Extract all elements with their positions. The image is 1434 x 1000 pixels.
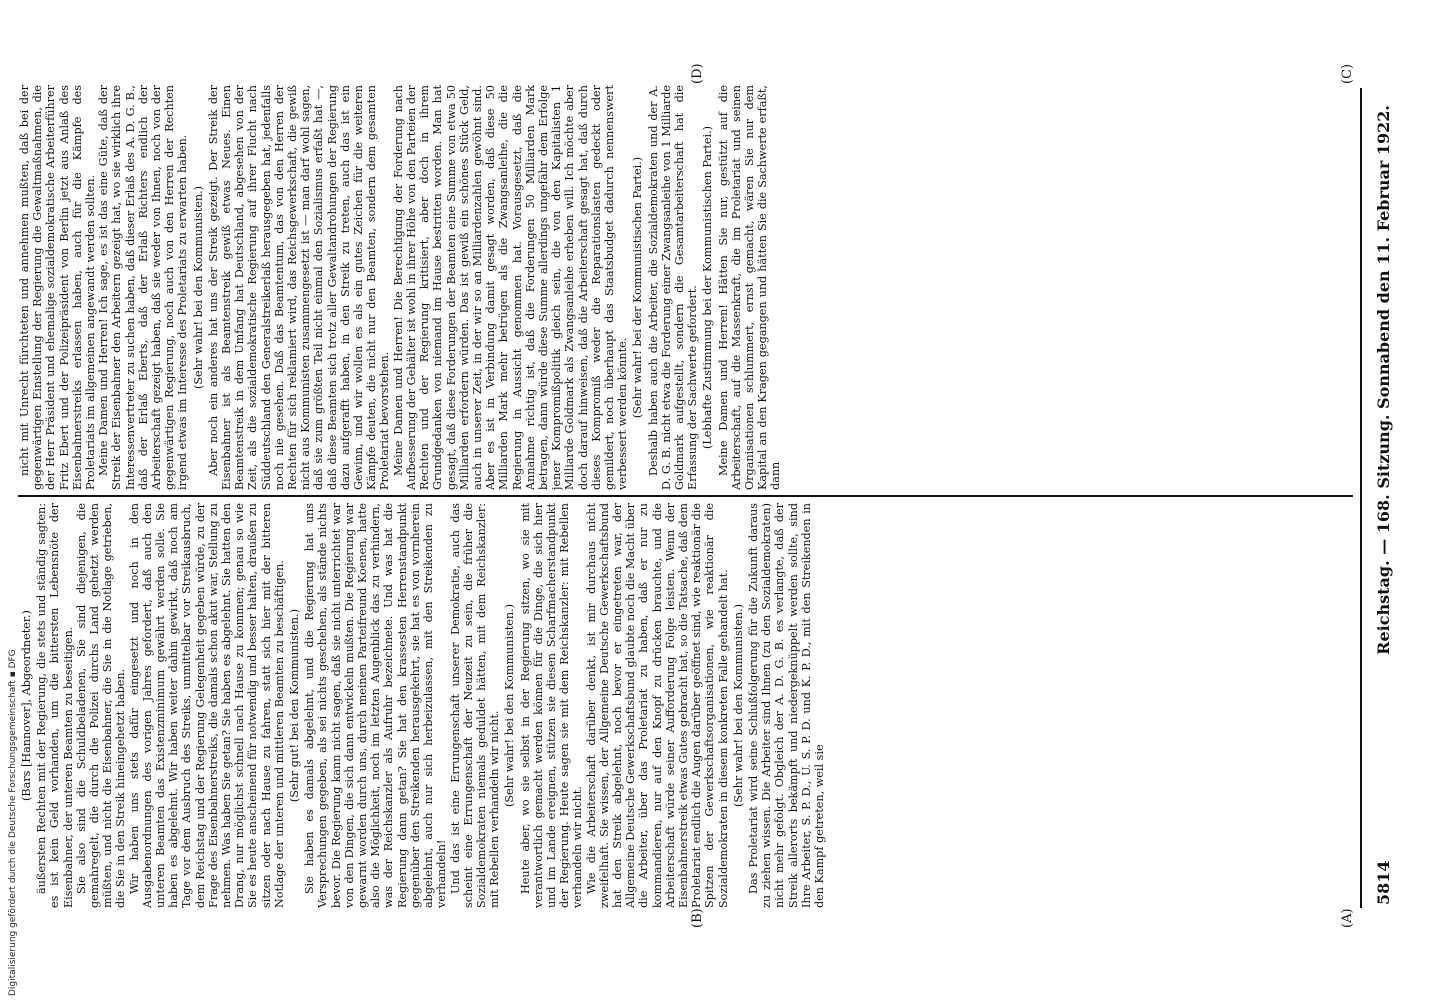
interjection: (Sehr wahr! bei der Kommunistischen Partei.): [631, 156, 645, 419]
margin-marker-c: (C): [1340, 63, 1355, 84]
interjection: (Sehr wahr! bei den Kommunisten.): [731, 603, 745, 808]
margin-marker-d: (D): [690, 63, 705, 84]
paragraph: nicht mit Unrecht fürchteten und annehmen mußten, daß bei der gegenwärtigen Einstellung der Regierung die Gewaltmaßnahmen, die der Herr Präsident und ehemalige sozialdemokratische Arbeiterführer Fritz Ebert und der Polizeipräsident von Berlin jetzt aus Anlaß des Eisenbahnerstreiks erlassen haben, auch für die Kämpfe des Proletariats im allgemeinen angewandt werden sollten.: [18, 85, 98, 490]
paragraph: Wie die Arbeiterschaft darüber denkt, ist mir durchaus nicht zweifelhaft. Sie wissen, der Allgemeine Deutsche Gewerkschaftsbund hat den Streik abgelehnt, noch bevor er eingetreten war, der Allgemeine Deutsche Gewerkschaftsbund glaubte noch die Macht über die Arbeiter, über das Proletariat zu haben, daß er nur zu kommandieren, nur auf den Knopf zu drücken brauchte, und die Arbeiterschaft würde seiner Aufforderung Folge leisten. Wenn der Eisenbahnerstreik etwas Gutes gebracht hat, so die Tatsache, daß dem Proletariat endlich die Augen darüber geöffnet sind, wie reaktionär die Spitzen der Gewerkschaftsorganisationen, wie reaktionär die Sozialdemokraten in diesem konkreten Falle gehandelt hat.: [584, 503, 730, 908]
paragraph: äußersten Rechten mit der Regierung, die stets und ständig sagten: es ist kein Geld vorhanden, um die bittersten Lebensnöte der Eisenbahner, der unteren Beamten zu beseitigen.: [35, 503, 75, 908]
header-rule: [1360, 88, 1362, 908]
running-header: [1370, 105, 1396, 905]
page-number: 5814: [1373, 860, 1393, 905]
paragraph: Sie also sind die Schuldbeladenen, Sie sind diejenigen, die gemahregelt, die durch die Polizei durchs Land gehetzt werden müßten, und nicht die Eisenbahner, die Sie in die Notlage getrieben, die Sie in den Streik hineingehetzt haben.: [74, 503, 128, 908]
paragraph: Aber noch ein anderes hat uns der Streik gezeigt. Der Streik der Eisenbahner ist als Beamtenstreik gewiß etwas Neues. Einen Beamtenstreik in dem Umfang hat Deutschland, abgesehen von der Zeit, als die sozialdemokratische Regierung auf ihrer Flucht nach Süddeutschland den Generalstreikerlaß herausgegeben hat, jedenfalls noch nie gesehen. Daß das Beamtentum, das von den Herren der Rechten für sich reklamiert wird, das Reichsgewerkschaft, die gewiß nicht aus Kommunisten zusammengesetzt ist — man darf wohl sagen, daß sie zum größten Teil nicht einmal den Sozialismus erfaßt hat —, daß diese Beamten sich trotz aller Gewaltandrohungen der Regierung dazu aufgerafft haben, in den Streik zu treten, auch das ist ein Gewinn, und wir wollen es als ein gutes Zeichen für die weiteren Kämpfe deuten, die nicht nur den Beamten, sondern dem gesamten Proletariat bevorstehen.: [206, 85, 392, 490]
paragraph: Deshalb haben auch die Arbeiter, die Sozialdemokraten und der A. D. G. B. nicht etwa die Forderung einer Zwangsanleihe von 1 Milliarde Goldmark aufgestellt, sondern die Gesamtarbeiterschaft hat die Erfassung der Sachwerte gefordert.: [646, 85, 700, 490]
interjection: (Sehr gut! bei den Kommunisten.): [288, 608, 302, 803]
header-title: Reichstag. — 168. Sitzung. Sonnabend den 11. Februar 1922.: [1373, 105, 1393, 655]
paragraph: Heute aber, wo sie selbst in der Regierung sitzen, wo sie mit verantwortlich gemacht werden können für die Dinge, die sich hier und im Lande ereignen, stützen sie diesen Scharfmacherstandpunkt der Regierung. Heute sagen sie mit dem Reichskanzler: mit Rebellen verhandeln wir nicht.: [518, 503, 585, 908]
paragraph: Und das ist eine Errungenschaft unserer Demokratie, auch das scheint eine Errungenschaft der Neuzeit zu sein, die früher die Sozialdemokraten niemals geduldet hätten, mit dem Reichskanzler: mit Rebellen verhandeln wir nicht.: [448, 503, 502, 908]
right-column: [18, 85, 1353, 490]
interjection: (Sehr wahr! bei den Kommunisten.): [191, 185, 205, 390]
column-divider: [18, 495, 1353, 497]
speaker-line: (Bars [Hannover], Abgeordneter.): [20, 610, 33, 801]
paragraph: Meine Damen und Herren! Die Berechtigung der Forderung nach Aufbesserung der Gehälter ist wohl in ihrer Höhe von den Parteien der Rechten und der Regierung kritisiert, aber doch in ihrem Grundgedanken von niemand im Hause bestritten worden. Man hat gesagt, daß diese Forderungen der Beamten eine Summe von etwa 50 Milliarden erfordern würden. Das ist gewiß ein schönes Stück Geld, auch in unserer Zeit, in der wir so an Milliardenzahlen gewöhnt sind. Aber es ist in Verbindung damit gesagt worden, daß diese 50 Milliarden Mark mehr betrügen als die Zwangsanleihe, die die Regierung in Aussicht genommen hat. Vorausgesetzt, daß die Annahme richtig ist, daß die Forderungen 50 Milliarden Mark betragen, dann würde diese Summe allerdings ungefähr dem Erfolge jener Kompromißpolitik gleich sein, die von den Kapitalisten 1 Milliarde Goldmark als Zwangsanleihe erheben will. Ich möchte aber doch darauf hinweisen, daß die Arbeiterschaft gesagt hat, daß durch dieses Kompromiß weder die Reparationslasten gedeckt oder gemildert, noch überhaupt das Staatsbudget dadurch nennenswert verbessert werden könnte.: [391, 85, 630, 490]
margin-marker-b: (B): [690, 908, 705, 928]
left-column: [18, 503, 1353, 908]
paragraph: Sie haben es damals abgelehnt, und die Regierung hat uns Versprechungen gegeben, als sei nichts geschehen, als stände nichts bevor. Die Regierung kann nicht sagen, daß sie nicht unterrichtet war von den Dingen, die sich dann entwickeln mußten. Die Regierung war gewarnt worden durch uns, durch meinen Parteifreund Koenen, hatte also die Möglichkeit, noch im letzten Augenblick das zu verhindern, was der Reichskanzler als Aufruhr bezeichnete. Und was hat die Regierung dann getan? Sie hat den krassesten Herrenstandpunkt gegenüber den Streikenden herausgekehrt, sie hat es von vornherein abgelehnt, auch nur sich herbeizulassen, mit den Streikenden zu verhandeln!: [303, 503, 449, 908]
interjection: (Sehr wahr! bei den Kommunisten.): [503, 603, 517, 808]
paragraph: Wir haben uns stets dafür eingesetzt und noch in den Ausgabenordnungen des vorigen Jahres gefordert, daß auch den unteren Beamten das Existenzminimum gewährt werden solle. Sie haben es abgelehnt. Wir haben weiter dahin gewirkt, daß noch am Tage vor dem Ausbruch des Streiks, unmittelbar vor Streikausbruch, dem Reichstag und der Regierung Gelegenheit gegeben würde, zu der Frage des Eisenbahnerstreiks, die damals schon akut war, Stellung zu nehmen. Was haben Sie getan? Sie haben es abgelehnt. Sie hatten den Drang, nur möglichst schnell nach Hause zu kommen; genau so wie Sie es heute anscheinend für notwendig und besser halten, draußen zu sitzen oder nach Hause zu fahren, statt sich hier mit der bitteren Notlage der unteren und mittleren Beamten zu beschäftigen.: [127, 503, 286, 908]
interjection: (Lebhafte Zustimmung bei der Kommunistischen Partei.): [701, 125, 715, 450]
paragraph: Meine Damen und Herren! Ich sage, es ist das eine Güte, daß der Streik der Eisenbahner den Arbeitern gezeigt hat, wo sie wirklich ihre Interessenvertreter zu suchen haben, daß dieser Erlaß des A. D. G. B., daß der Erlaß Eberts, daß der Erlaß Richters endlich der Arbeiterschaft gezeigt haben, daß sie weder von Ihnen, noch von der gegenwärtigen Regierung, noch auch von den Herren der Rechten irgend etwas im Interesse des Proletariats zu erwarten haben.: [97, 85, 190, 490]
paragraph: Meine Damen und Herren! Hätten Sie nur, gestützt auf die Arbeiterschaft, auf die Massenkraft, die im Proletariat und seinen Organisationen schlummert, ernst gemacht, wären Sie nur dem Kapital an den Kragen gegangen und hätten Sie die Sachwerte erfaßt, dann: [716, 85, 783, 490]
paragraph: Das Proletariat wird seine Schlußfolgerung für die Zukunft daraus zu ziehen wissen. Die Arbeiter sind Ihnen (zu den Sozialdemokraten) nicht mehr gefolgt. Obgleich der A. D. G. B. es verlangte, daß der Streik allerorts bekämpft und niedergeknüppelt werden sollte, sind Ihre Arbeiter, S. P. D., U. S. P. D. und K. P. D., mit den Streikenden in den Kampf getreten, weil sie: [746, 503, 826, 908]
margin-marker-a: (A): [1340, 908, 1355, 928]
digitization-credit: Digitalisierung gefördert durch die Deutsche Forschungsgemeinschaft ▪ DFG: [8, 649, 18, 996]
